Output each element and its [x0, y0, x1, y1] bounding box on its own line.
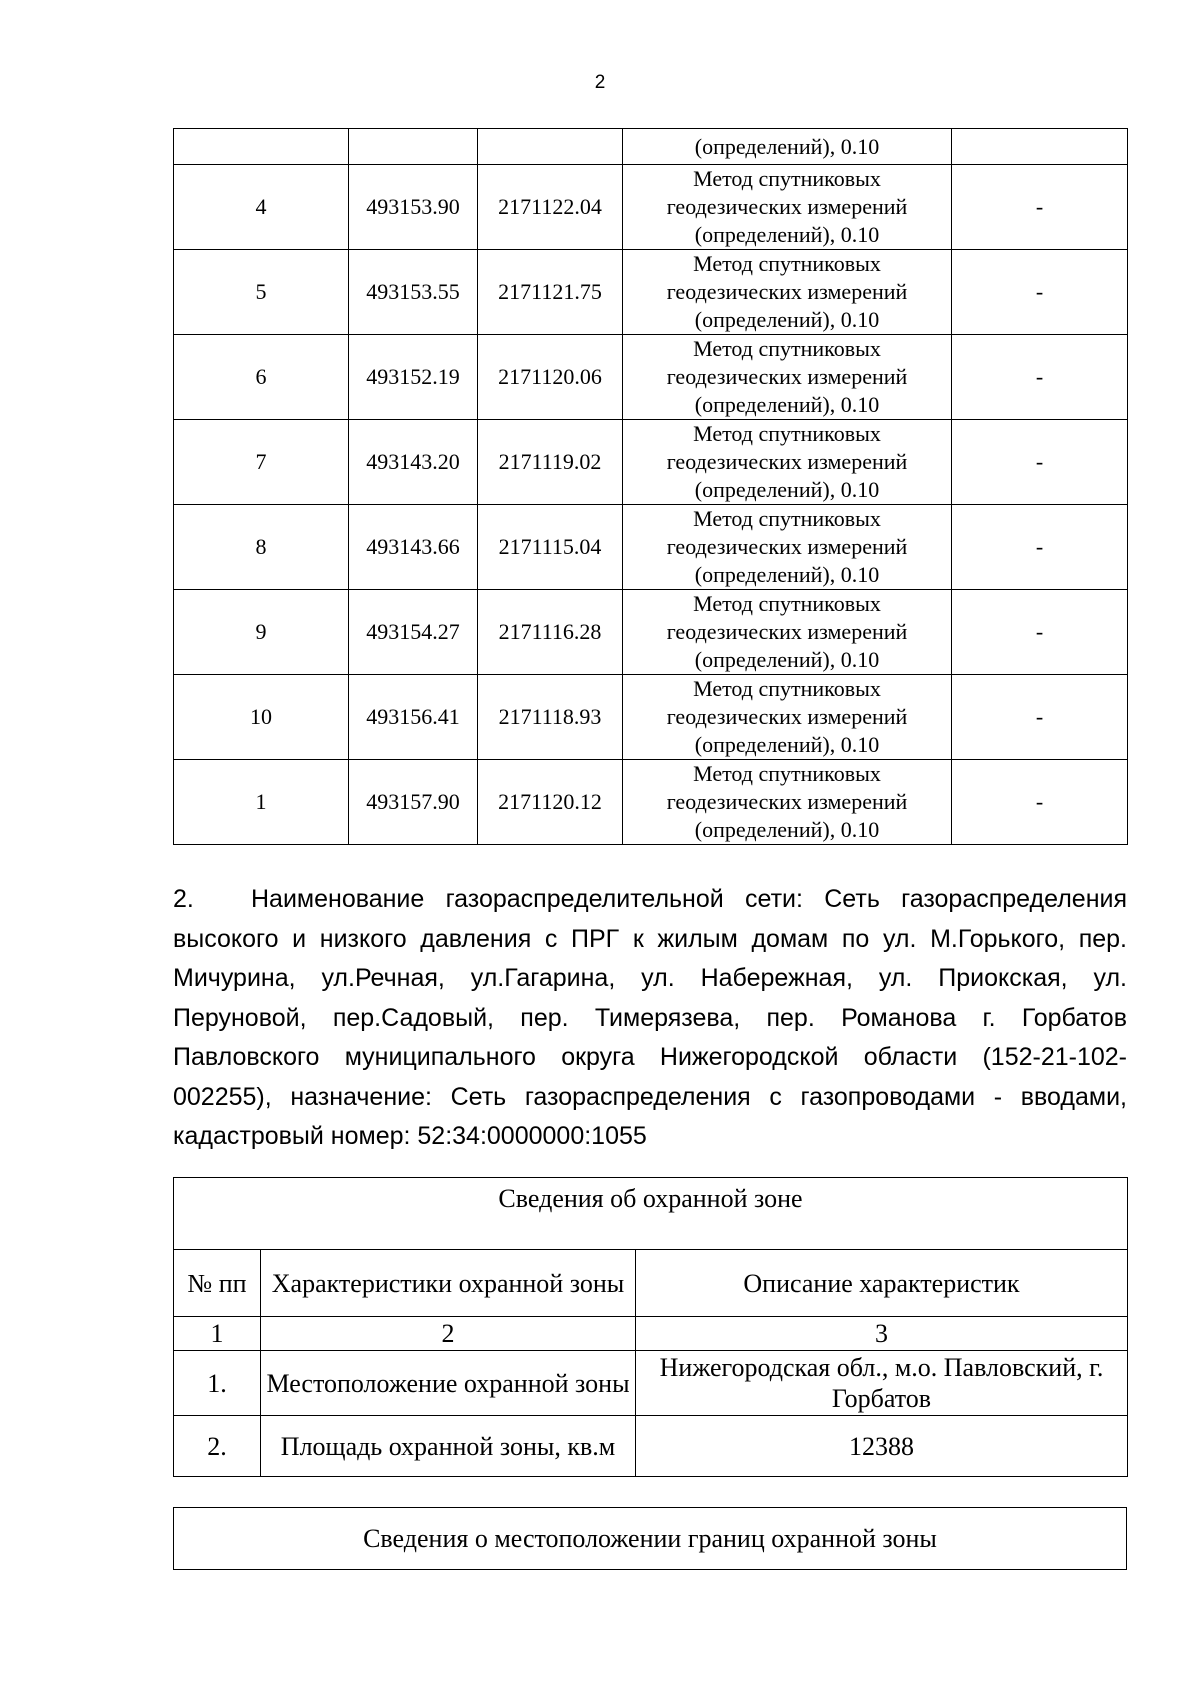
table-row: [174, 335, 1128, 420]
method-cell: [623, 675, 952, 760]
y-coordinate-cell: 2171120.06: [478, 335, 623, 420]
method-line: Метод спутниковых: [693, 166, 881, 191]
table-title: Сведения о местоположении границ охранной зоны: [174, 1508, 1127, 1570]
header-row: [174, 1250, 1128, 1317]
section-2-paragraph: [173, 880, 1127, 1157]
boundary-location-table: [173, 1507, 1127, 1570]
point-number-cell: 10: [174, 675, 349, 760]
method-line: (определений), 0.10: [694, 307, 880, 332]
table-title: Сведения об охранной зоне: [174, 1178, 1128, 1250]
x-coordinate-cell: 493153.90: [349, 165, 478, 250]
point-number-cell: 9: [174, 590, 349, 675]
method-line: (определений), 0.10: [694, 562, 880, 587]
table-row: [174, 505, 1128, 590]
method-line: (определений), 0.10: [694, 222, 880, 247]
method-line: геодезических измерений: [666, 279, 908, 304]
method-line: геодезических измерений: [666, 449, 908, 474]
extra-cell: -: [952, 675, 1128, 760]
x-coordinate-cell: 493143.66: [349, 505, 478, 590]
y-coordinate-cell: 2171115.04: [478, 505, 623, 590]
column-header: Характеристики охранной зоны: [261, 1250, 636, 1317]
method-line: (определений), 0.10: [694, 732, 880, 757]
method-line: (определений), 0.10: [694, 392, 880, 417]
y-coordinate-cell: 2171119.02: [478, 420, 623, 505]
method-cell: [623, 420, 952, 505]
point-number-cell: 8: [174, 505, 349, 590]
method-line: геодезических измерений: [666, 194, 908, 219]
table-row: [174, 420, 1128, 505]
coordinates-table: [173, 128, 1128, 845]
index-cell: 1: [174, 1317, 261, 1351]
x-coordinate-cell: 493154.27: [349, 590, 478, 675]
method-line: Метод спутниковых: [693, 506, 881, 531]
table-row: [174, 590, 1128, 675]
method-line: Метод спутниковых: [693, 591, 881, 616]
method-cell: [623, 165, 952, 250]
extra-cell: -: [952, 590, 1128, 675]
extra-cell: -: [952, 335, 1128, 420]
extra-cell: -: [952, 420, 1128, 505]
description-cell: 12388: [636, 1416, 1128, 1477]
characteristic-cell: Местоположение охранной зоны: [261, 1351, 636, 1416]
method-line: геодезических измерений: [666, 534, 908, 559]
x-coordinate-cell: 493157.90: [349, 760, 478, 845]
y-coordinate-cell: 2171122.04: [478, 165, 623, 250]
point-number-cell: 4: [174, 165, 349, 250]
y-coordinate-cell: 2171116.28: [478, 590, 623, 675]
x-coordinate-cell: 493143.20: [349, 420, 478, 505]
x-coordinate-cell: 493153.55: [349, 250, 478, 335]
protection-zone-table: [173, 1177, 1128, 1477]
y-coordinate-cell: 2171120.12: [478, 760, 623, 845]
table-row: [174, 165, 1128, 250]
description-cell: Нижегородская обл., м.о. Павловский, г. Горбатов: [636, 1351, 1128, 1416]
method-line: геодезических измерений: [666, 789, 908, 814]
column-header: Описание характеристик: [636, 1250, 1128, 1317]
table-row: [174, 1416, 1128, 1477]
method-cell: (определений), 0.10: [623, 129, 952, 165]
method-line: Метод спутниковых: [693, 676, 881, 701]
characteristic-cell: Площадь охранной зоны, кв.м: [261, 1416, 636, 1477]
method-line: Метод спутниковых: [693, 251, 881, 276]
index-row: [174, 1317, 1128, 1351]
row-number: 2.: [174, 1416, 261, 1477]
method-line: Метод спутниковых: [693, 761, 881, 786]
method-line: Метод спутниковых: [693, 336, 881, 361]
method-cell: [623, 760, 952, 845]
method-line: Метод спутниковых: [693, 421, 881, 446]
method-line: (определений), 0.10: [694, 817, 880, 842]
method-line: геодезических измерений: [666, 704, 908, 729]
method-cell: [623, 250, 952, 335]
y-coordinate-cell: 2171118.93: [478, 675, 623, 760]
column-header: № пп: [174, 1250, 261, 1317]
point-number-cell: 5: [174, 250, 349, 335]
method-line: геодезических измерений: [666, 364, 908, 389]
y-coordinate-cell: 2171121.75: [478, 250, 623, 335]
method-cell: [623, 335, 952, 420]
table-row: [174, 760, 1128, 845]
table-row: [174, 1351, 1128, 1416]
point-number-cell: 6: [174, 335, 349, 420]
point-number-cell: 1: [174, 760, 349, 845]
method-cell: [623, 505, 952, 590]
method-line: (определений), 0.10: [694, 647, 880, 672]
table-row: [174, 250, 1128, 335]
table-row: [174, 129, 1128, 165]
extra-cell: -: [952, 165, 1128, 250]
x-coordinate-cell: 493152.19: [349, 335, 478, 420]
x-coordinate-cell: 493156.41: [349, 675, 478, 760]
extra-cell: -: [952, 250, 1128, 335]
extra-cell: -: [952, 505, 1128, 590]
page-number: 2: [594, 72, 606, 93]
section-number: 2.: [173, 885, 194, 913]
index-cell: 2: [261, 1317, 636, 1351]
table-row: [174, 675, 1128, 760]
index-cell: 3: [636, 1317, 1128, 1351]
method-line: (определений), 0.10: [694, 477, 880, 502]
point-number-cell: 7: [174, 420, 349, 505]
row-number: 1.: [174, 1351, 261, 1416]
method-line: геодезических измерений: [666, 619, 908, 644]
method-cell: [623, 590, 952, 675]
extra-cell: -: [952, 760, 1128, 845]
section-text: Наименование газораспределительной сети: Сеть газораспределения высокого и низкого давления с ПРГ к жилым домам по ул. М.Горького, пер. Мичурина, ул.Речная, ул.Гагарина, ул. Набережная, ул. Приокская, ул. Перуновой, пер.Садовый, пер. Тимерязева, пер. Романова г. Горбатов Павловского муниципального округа Нижегородской области (152-21-102-002255), назначение: Сеть газораспределения с газопроводами - вводами, кадастровый номер: 52:34:0000000:1055: [173, 885, 1127, 1150]
